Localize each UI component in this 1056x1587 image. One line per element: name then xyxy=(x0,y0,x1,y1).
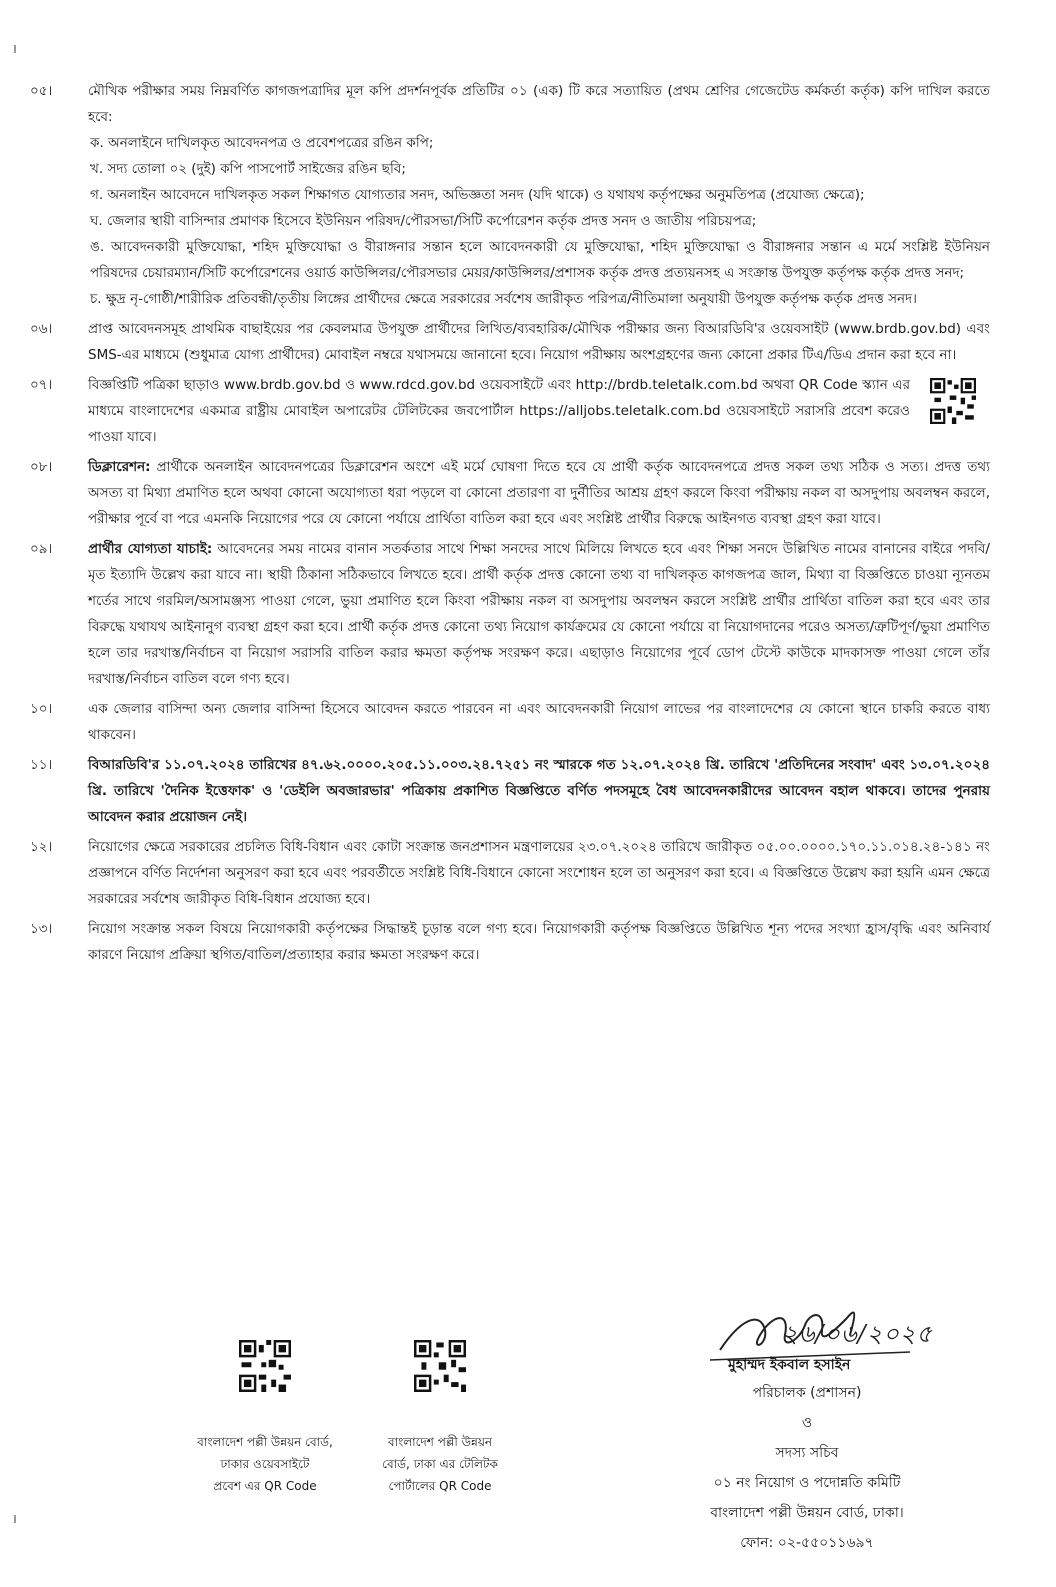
signatory-designation: পরিচালক (প্রশাসন) xyxy=(752,1385,862,1401)
qr-caption-line: প্রবেশ এর QR Code xyxy=(213,1479,317,1493)
notice-item-13 xyxy=(30,916,990,968)
notice-item-11 xyxy=(30,752,990,830)
notice-item-05 xyxy=(30,78,990,312)
item-body: প্রার্থীকে অনলাইন আবেদনপত্রের ডিক্লারেশন অংশে এই মর্মে ঘোষণা দিতে হবে যে প্রার্থী কর্তৃক আবেদনপত্রে প্রদত্ত সকল তথ্য সঠিক ও সত্য। প্রদত্ত তথ্য অসত্য বা মিথ্যা প্রমাণিত হলে অথবা কোনো অযোগ্যতা ধরা পড়লে বা কোনো প্রতারণা বা দুর্নীতির আশ্রয় গ্রহণ করলে কিংবা পরীক্ষায় নকল বা অসদুপায় অবলম্বন করলে, পরীক্ষার পূর্বে বা পরে এমনকি নিয়োগের পরে যে কোনো পর্যায়ে প্রার্থিতা বাতিল করা হবে এবং সংশ্লিষ্ট প্রার্থীর বিরুদ্ধে আইনগত ব্যবস্থা গ্রহণ করা যাবে। xyxy=(88,459,990,527)
qr-block-teletalk xyxy=(355,1340,525,1497)
qr-caption-line: বাংলাদেশ পল্লী উন্নয়ন xyxy=(387,1435,493,1449)
notice-item-08 xyxy=(30,454,990,532)
notice-item-10 xyxy=(30,696,990,748)
item-text: নিয়োগ সংক্রান্ত সকল বিষয়ে নিয়োগকারী কর্তৃপক্ষের সিদ্ধান্তই চূড়ান্ত বলে গণ্য হবে। নিয়োগকারী কর্তৃপক্ষ বিজ্ঞপ্তিতে উল্লিখিত শূন্য পদের সংখ্যা হ্রাস/বৃদ্ধি এবং অনিবার্য কারণে নিয়োগ প্রক্রিয়া স্থগিত/বাতিল/প্রত্যাহার করার ক্ষমতা সংরক্ষণ করে। xyxy=(88,921,990,963)
item-text xyxy=(88,536,990,692)
item-text: এক জেলার বাসিন্দা অন্য জেলার বাসিন্দা হিসেবে আবেদন করতে পারবেন না এবং আবেদনকারী নিয়োগ লাভের পর বাংলাদেশের যে কোনো স্থানে চাকরি করতে বাধ্য থাকবেন। xyxy=(88,701,990,743)
signature-date: ২৬/০৬/২০২৫ xyxy=(782,1320,933,1348)
signatory-organization: বাংলাদেশ পল্লী উন্নয়ন বোর্ড, ঢাকা। xyxy=(710,1505,904,1521)
qr-caption-line: বাংলাদেশ পল্লী উন্নয়ন বোর্ড, xyxy=(197,1435,333,1449)
item-text: প্রাপ্ত আবেদনসমূহ প্রাথমিক বাছাইয়ের পর কেবলমাত্র উপযুক্ত প্রার্থীদের লিখিত/ব্যবহারিক/মৌখিক পরীক্ষার জন্য বিআরডিবি'র ওয়েবসাইট (www.brdb.gov.bd) এবং SMS-এর মাধ্যমে (শুধুমাত্র যোগ্য প্রার্থীদের) মোবাইল নম্বরে যথাসময়ে জানানো হবে। নিয়োগ পরীক্ষায় অংশগ্রহণের জন্য কোনো প্রকার টিএ/ডিএ প্রদান করা হবে না। xyxy=(88,321,990,363)
notice-item-07 xyxy=(30,372,990,450)
item-body: আবেদনের সময় নামের বানান সতর্কতার সাথে শিক্ষা সনদের সাথে মিলিয়ে লিখতে হবে এবং শিক্ষা সনদে উল্লিখিত নামের বানানের বাইরে পদবি/মৃত ইত্যাদি উল্লেখ করা যাবে না। স্থায়ী ঠিকানা সঠিকভাবে লিখতে হবে। প্রার্থী কর্তৃক প্রদত্ত কোনো তথ্য বা দাখিলকৃত কাগজপত্র জাল, মিথ্যা বা বিজ্ঞপ্তিতে চাওয়া ন্যূনতম শর্তের সাথে গরমিল/অসামঞ্জস্য পাওয়া গেলে, ভুয়া প্রমাণিত হলে কিংবা পরীক্ষায় নকল বা অসদুপায় অবলম্বন করলে সংশ্লিষ্ট প্রার্থীর প্রার্থিতা বাতিল করা হবে এবং তার বিরুদ্ধে যথাযথ আইনানুগ ব্যবস্থা গ্রহণ করা হবে। প্রার্থী কর্তৃক প্রদত্ত কোনো তথ্য নিয়োগ কার্যক্রমের যে কোনো পর্যায়ে বা নিয়োগদানের পরেও অসত্য/ত্রুটিপূর্ণ/ভুয়া প্রমাণিত হলে তার দরখাস্ত/নির্বাচন বা নিয়োগ সরাসরি বাতিল করার ক্ষমতা কর্তৃপক্ষ সংরক্ষণ করে। এছাড়াও নিয়োগের পূর্বে ডোপ টেস্টে কাউকে মাদকাসক্ত পাওয়া গেলে তাঁর দরখাস্ত/নির্বাচন বাতিল বলে গণ্য হবে। xyxy=(88,541,990,687)
item-number: ১৩। xyxy=(30,921,53,937)
signatory-conjunction: ও xyxy=(801,1415,813,1431)
qr-block-website xyxy=(175,1340,355,1497)
sub-item-kha: খ. সদ্য তোলা ০২ (দুই) কপি পাসপোর্ট সাইজের রঙিন ছবি; xyxy=(90,161,406,177)
item-text xyxy=(88,454,990,532)
qr-code-icon[interactable] xyxy=(930,378,976,424)
signatory-phone: ফোন: ০২-৫৫০১১৬৯৭ xyxy=(740,1535,874,1551)
scan-mark xyxy=(14,45,16,53)
signatory-committee: ০১ নং নিয়োগ ও পদোন্নতি কমিটি xyxy=(713,1475,901,1491)
signatory-role: সদস্য সচিব xyxy=(775,1445,839,1461)
item-lead: ডিক্লারেশন: xyxy=(88,459,151,475)
item-number: ০৯। xyxy=(30,541,53,557)
item-number: ০৮। xyxy=(30,459,53,475)
sub-item-ka: ক. অনলাইনে দাখিলকৃত আবেদনপত্র ও প্রবেশপত্রের রঙিন কপি; xyxy=(90,135,434,151)
sub-item-gha: ঘ. জেলার স্থায়ী বাসিন্দার প্রমাণক হিসেবে ইউনিয়ন পরিষদ/পৌরসভা/সিটি কর্পোরেশন কর্তৃক প্রদত্ত সনদ ও জাতীয় পরিচয়পত্র; xyxy=(90,213,757,229)
item-number: ১০। xyxy=(30,701,53,717)
qr-code-icon[interactable] xyxy=(414,1340,466,1392)
sub-item-ga: গ. অনলাইন আবেদনে দাখিলকৃত সকল শিক্ষাগত যোগ্যতার সনদ, অভিজ্ঞতা সনদ (যদি থাকে) ও যথাযথ কর্তৃপক্ষের অনুমতিপত্র (প্রযোজ্য ক্ষেত্রে); xyxy=(90,187,865,203)
qr-caption-line: বোর্ড, ঢাকা এর টেলিটক xyxy=(382,1457,498,1471)
item-number: ০৬। xyxy=(30,321,53,337)
notice-item-12 xyxy=(30,834,990,912)
item-text: বিআরডিবি'র ১১.০৭.২০২৪ তারিখের ৪৭.৬২.০০০০.২০৫.১১.০০৩.২৪.৭২৫১ নং স্মারকে গত ১২.০৭.২০২৪ খ্রি. তারিখে 'প্রতিদিনের সংবাদ' এবং ১৩.০৭.২০২৪ খ্রি. তারিখে 'দৈনিক ইত্তেফাক' ও 'ডেইলি অবজারভার' পত্রিকায় প্রকাশিত বিজ্ঞপ্তিতে বর্ণিত পদসমূহে বৈধ আবেদনকারীদের আবেদন বহাল থাকবে। তাদের পুনরায় আবেদন করার প্রয়োজন নেই। xyxy=(88,757,990,825)
item-number: ০৫। xyxy=(30,83,53,99)
qr-caption-line: ঢাকার ওয়েবসাইটে xyxy=(220,1457,310,1471)
notice-items xyxy=(30,78,990,972)
item-text: নিয়োগের ক্ষেত্রে সরকারের প্রচলিত বিধি-বিধান এবং কোটা সংক্রান্ত জনপ্রশাসন মন্ত্রণালয়ের ২৩.০৭.২০২৪ তারিখে জারীকৃত ০৫.০০.০০০০.১৭০.১১.০১৪.২৪-১৪১ নং প্রজ্ঞাপনে বর্ণিত নির্দেশনা অনুসরণ করা হবে এবং পরবর্তীতে সংশ্লিষ্ট বিধি-বিধানে কোনো সংশোধন হলে তা অনুসরণ করা হবে। এ বিজ্ঞপ্তিতে উল্লেখ করা হয়নি এমন ক্ষেত্রে সরকারের সর্বশেষ জারীকৃত বিধি-বিধান প্রযোজ্য হবে। xyxy=(88,839,990,907)
item-number: ১২। xyxy=(30,839,53,855)
notice-item-06 xyxy=(30,316,990,368)
sub-item-uma: ঙ. আবেদনকারী মুক্তিযোদ্ধা, শহিদ মুক্তিযোদ্ধা ও বীরাঙ্গনার সন্তান হলে আবেদনকারী যে মুক্তিযোদ্ধা, শহিদ মুক্তিযোদ্ধা ও বীরাঙ্গনার সন্তান এ মর্মে সংশ্লিষ্ট ইউনিয়ন পরিষদের চেয়ারম্যান/সিটি কর্পোরেশনের ওয়ার্ড কাউন্সিলর/পৌরসভার মেয়র/কাউন্সিলর/প্রশাসক কর্তৃক প্রদত্ত প্রত্যয়নসহ এ সংক্রান্ত উপযুক্ত কর্তৃপক্ষ কর্তৃক প্রদত্ত সনদ; xyxy=(90,239,990,281)
scan-mark xyxy=(14,1515,16,1523)
item-text: মৌখিক পরীক্ষার সময় নিম্নবর্ণিত কাগজপত্রাদির মূল কপি প্রদর্শনপূর্বক প্রতিটির ০১ (এক) টি করে সত্যায়িত (প্রথম শ্রেণির গেজেটেড কর্মকর্তা কর্তৃক) কপি দাখিল করতে হবে: xyxy=(88,83,990,125)
item-number: ০৭। xyxy=(30,377,53,393)
signatory-name: মুহাম্মদ ইকবাল হসাইন xyxy=(728,1357,851,1373)
notice-item-09 xyxy=(30,536,990,692)
item-number: ১১। xyxy=(30,757,53,773)
qr-caption-line: পোর্টালের QR Code xyxy=(388,1479,492,1493)
item-lead: প্রার্থীর যোগ্যতা যাচাই: xyxy=(88,541,213,557)
qr-code-icon[interactable] xyxy=(239,1340,291,1392)
sub-item-cha: চ. ক্ষুদ্র নৃ-গোষ্ঠী/শারীরিক প্রতিবন্ধী/তৃতীয় লিঙ্গের প্রার্থীদের ক্ষেত্রে সরকারের সর্বশেষ জারীকৃত পরিপত্র/নীতিমালা অনুযায়ী উপযুক্ত কর্তৃপক্ষ কর্তৃক প্রদত্ত সনদ। xyxy=(90,291,917,307)
item-text: বিজ্ঞপ্তিটি পত্রিকা ছাড়াও www.brdb.gov.bd ও www.rdcd.gov.bd ওয়েবসাইটে এবং http://brdb.teletalk.com.bd অথবা QR Code স্ক্যান এর মাধ্যমে বাংলাদেশের একমাত্র রাষ্ট্রীয় মোবাইল অপারেটর টেলিটকের জবপোর্টাল https://alljobs.teletalk.com.bd ওয়েবসাইটে সরাসরি প্রবেশ করেও পাওয়া যাবে। xyxy=(88,377,910,445)
